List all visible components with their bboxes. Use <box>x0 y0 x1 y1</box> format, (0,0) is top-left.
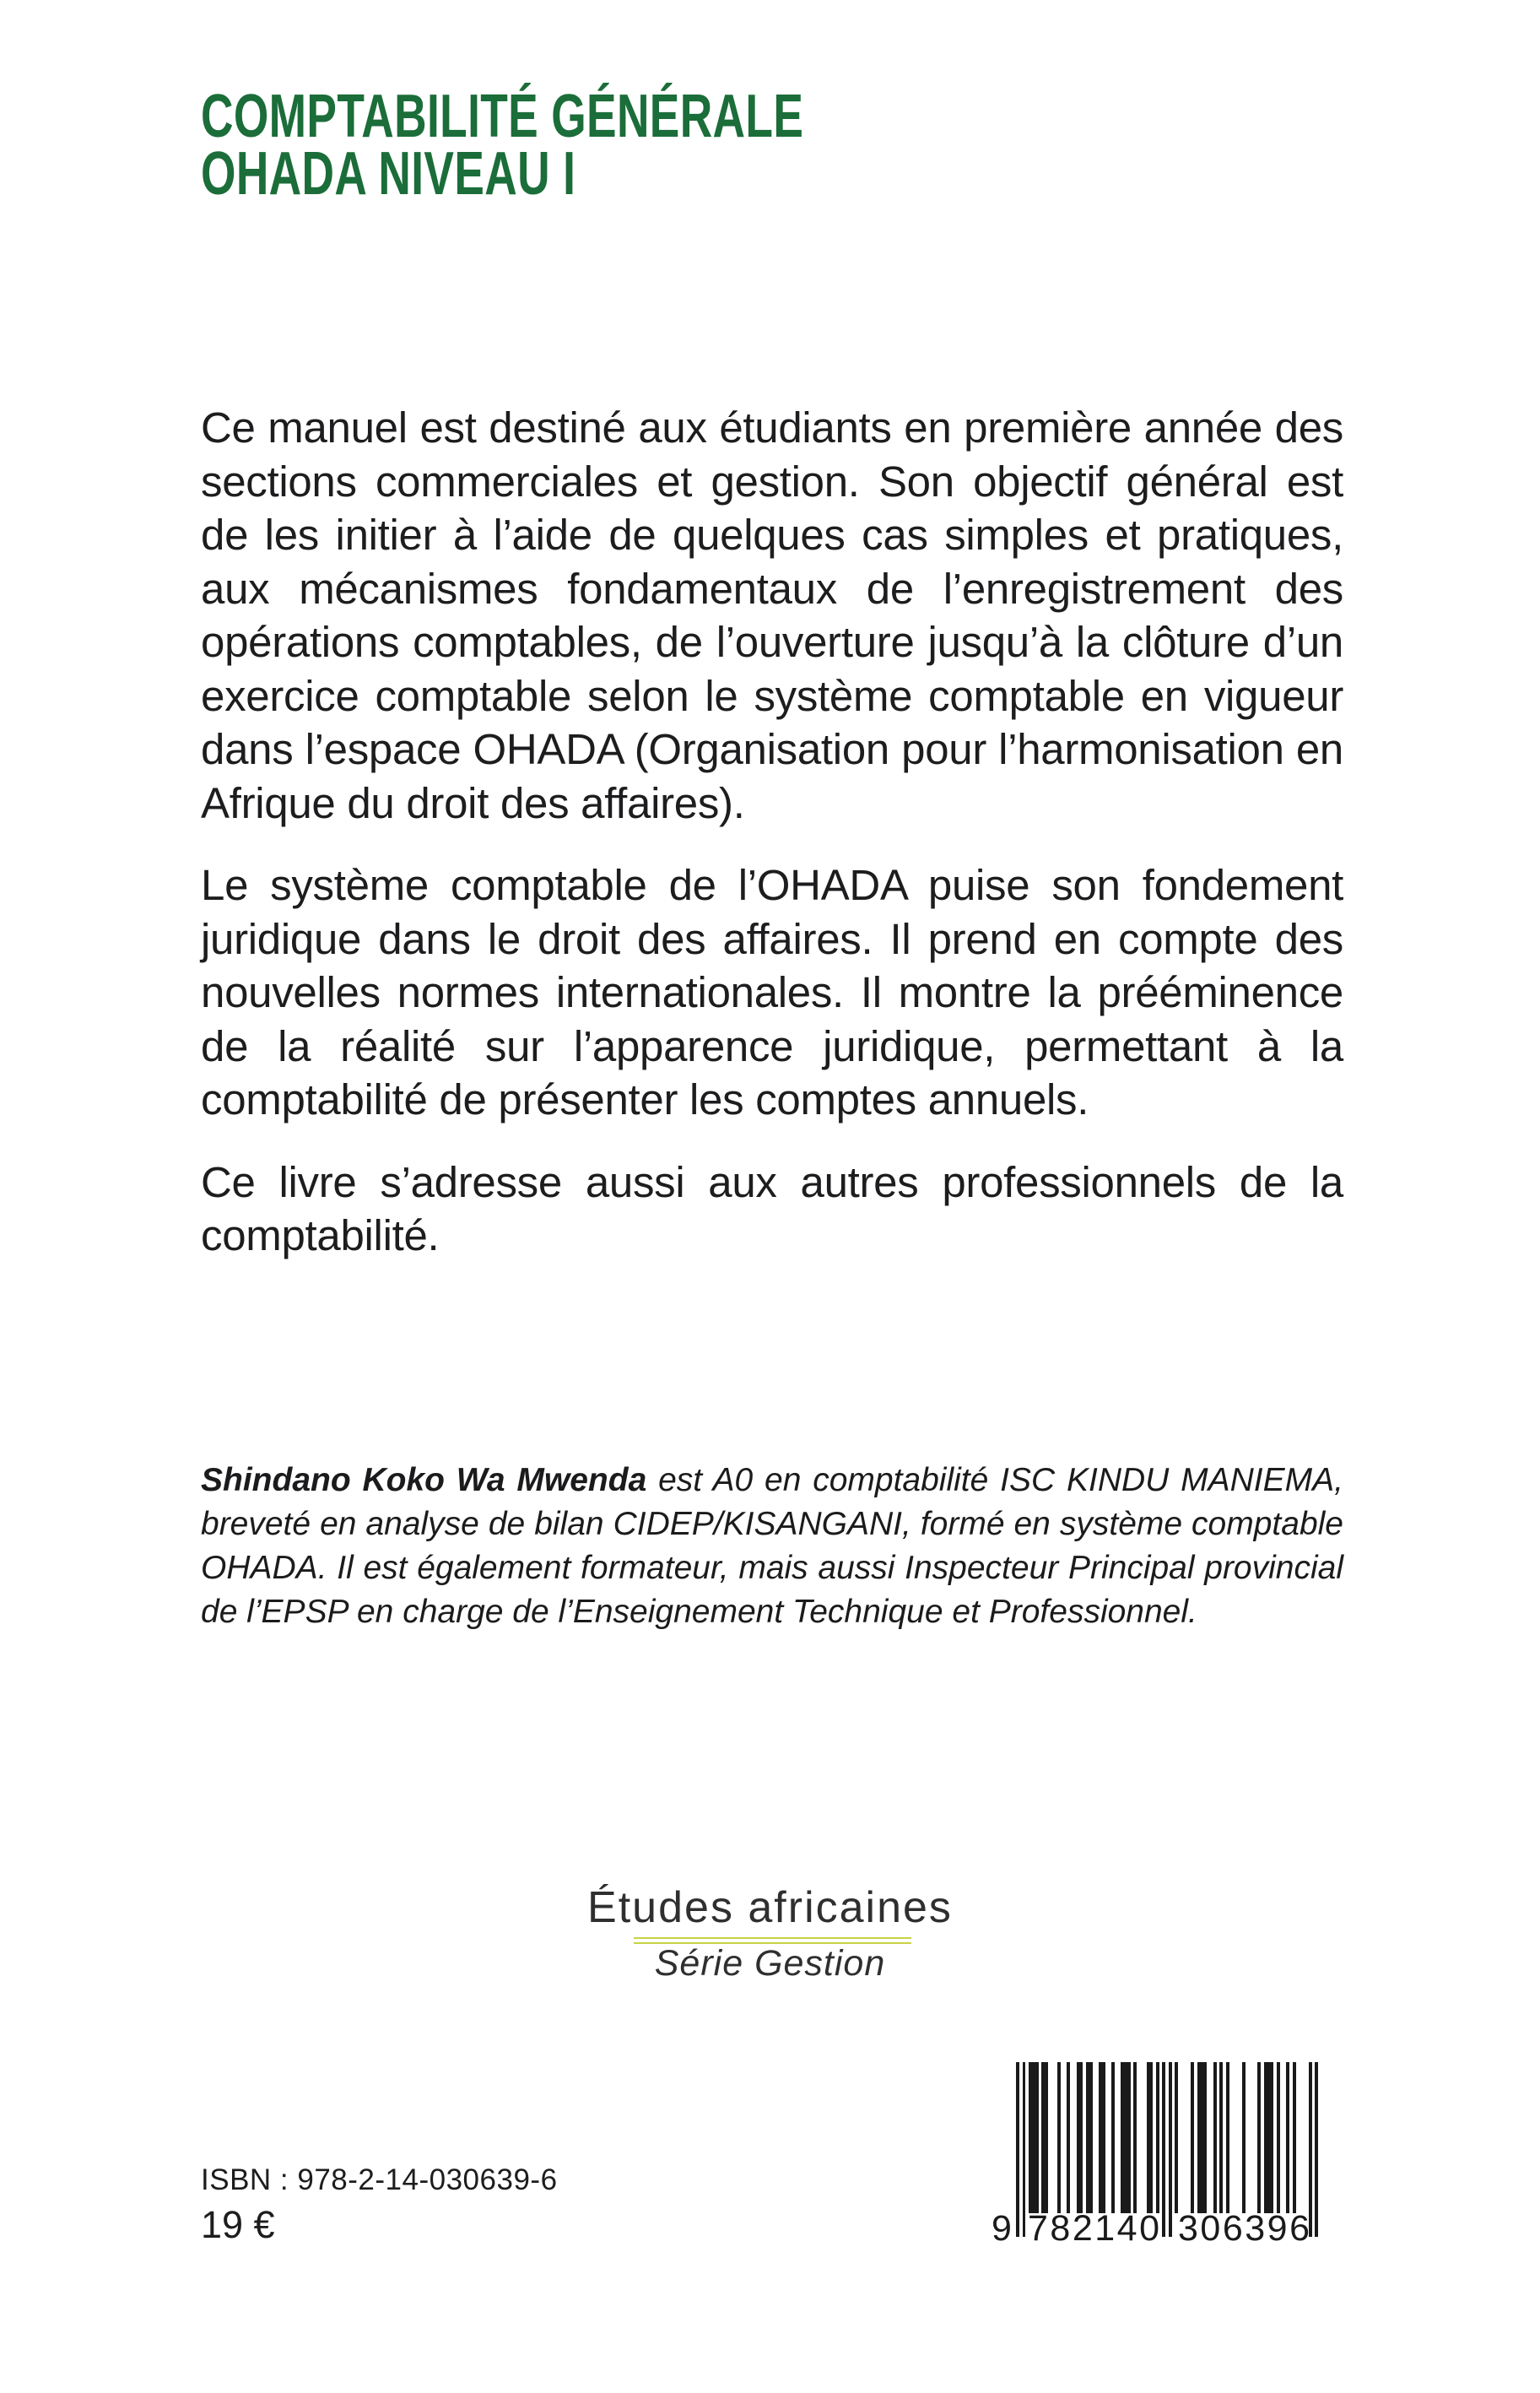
synopsis <box>201 401 1343 1291</box>
series-name: Série Gestion <box>654 1943 886 1984</box>
author-name: Shindano Koko Wa Mwenda <box>201 1462 647 1498</box>
barcode-digit-left: 9 <box>992 2208 1012 2249</box>
synopsis-paragraph-2: Le système comptable de l’OHADA puise son fondement juridique dans le droit des affaires. Il prend en compte des nouvelles normes internationales. Il montre la prééminence de la réalité sur l’apparence juridique, permettant à la comptabilité de présenter les comptes annuels. <box>201 861 1343 1123</box>
book-title-line-1: COMPTABILITÉ GÉNÉRALE <box>201 83 804 150</box>
synopsis-paragraph-1: Ce manuel est destiné aux étudiants en première année des sections commerciales et gestion. Son objectif général est de les initier à l’aide de quelques cas simples et pratiques, aux mécanismes fondamentaux de l’enregistrement des opérations comptables, de l’ouverture jusqu’à la clôture d’un exercice comptable selon le système comptable en vigueur dans l’espace OHADA (Organisation pour l’harmonisation en Afrique du droit des affaires). <box>201 403 1343 827</box>
barcode-digits-group2: 306396 <box>1178 2208 1312 2249</box>
synopsis-paragraph-3: Ce livre s’adresse aussi aux autres professionnels de la comptabilité. <box>201 1157 1343 1259</box>
book-title <box>201 83 804 208</box>
barcode <box>992 2062 1322 2249</box>
collection-name: Études africaines <box>587 1883 953 1932</box>
barcode-digits-group1: 782140 <box>1028 2208 1162 2249</box>
book-title-line-2: OHADA NIVEAU I <box>201 140 576 208</box>
price-text: 19 € <box>201 2203 275 2246</box>
author-bio <box>201 1459 1343 1634</box>
author-bio-text: est A0 en comptabilité ISC KINDU MANIEMA, breveté en analyse de bilan CIDEP/KISANGANI, formé en système comptable OHADA. Il est également formateur, mais aussi Inspecteur Principal provincial de l’EPSP en charge de l’Enseignement Technique et Professionnel. <box>201 1462 1343 1630</box>
isbn-text: ISBN : 978-2-14-030639-6 <box>201 2163 558 2196</box>
